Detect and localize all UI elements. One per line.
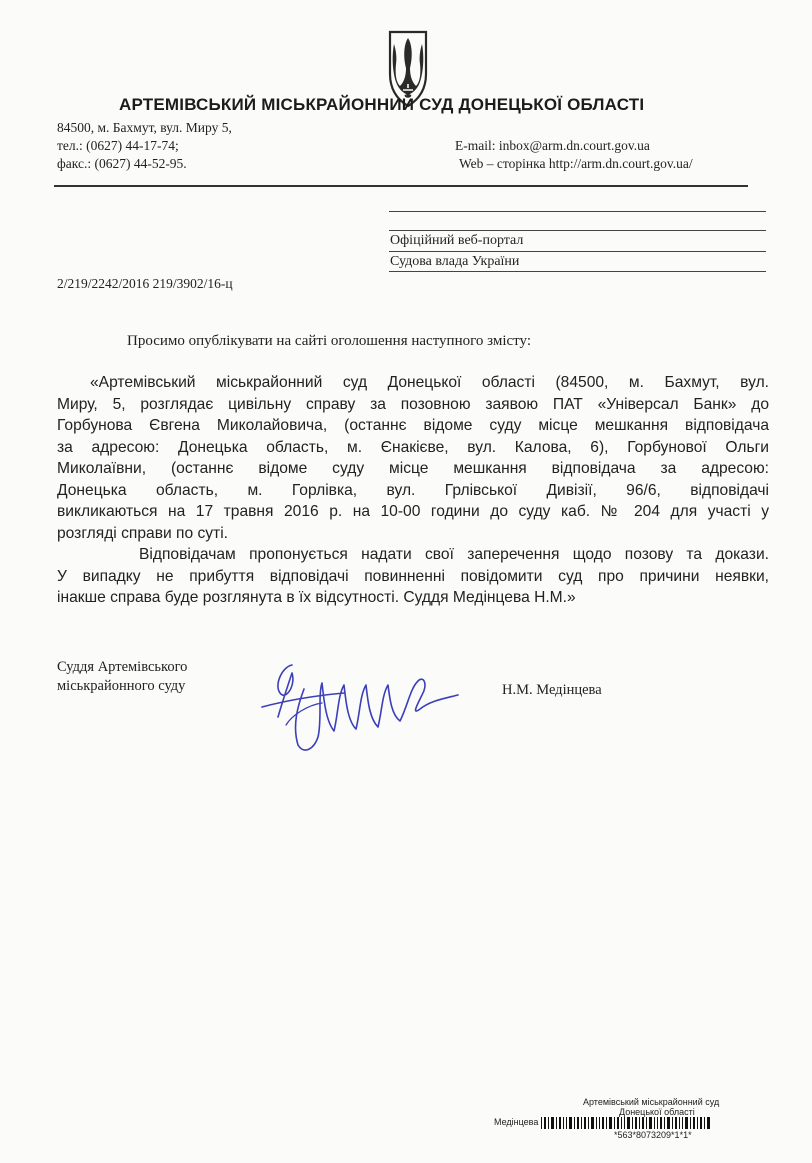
header-divider bbox=[54, 185, 748, 187]
addressee-line-1: Офіційний веб-портал bbox=[390, 233, 524, 248]
handwritten-signature bbox=[252, 645, 462, 760]
court-phone: тел.: (0627) 44-17-74; bbox=[57, 138, 179, 153]
footer-org-line-2: Донецької області bbox=[619, 1107, 695, 1117]
announcement-line: «Артемівський міськрайонний суд Донецької області (84500, м. Бахмут, вул. bbox=[90, 374, 769, 391]
announcement-line: інакше справа буде розглянута в їх відсутності. Суддя Медінцева Н.М.» bbox=[57, 589, 576, 606]
announcement-line: за адресою: Донецька область, м. Єнакієве, вул. Калова, 6), Горбунової Ольги bbox=[57, 438, 769, 456]
signer-position-line: міськрайонного суду bbox=[57, 678, 186, 694]
addressee-rule-top bbox=[389, 211, 766, 212]
court-website: Web – сторінка http://arm.dn.court.gov.ua/ bbox=[459, 156, 693, 171]
footer-judge-name: Медінцева bbox=[494, 1117, 539, 1127]
court-email: E-mail: inbox@arm.dn.court.gov.ua bbox=[455, 138, 650, 153]
court-fax: факс.: (0627) 44-52-95. bbox=[57, 156, 187, 171]
court-address: 84500, м. Бахмут, вул. Миру 5, bbox=[57, 120, 232, 135]
signer-position bbox=[57, 658, 187, 696]
addressee-rule-3 bbox=[389, 271, 766, 272]
announcement-line: розгляді справи по суті. bbox=[57, 524, 228, 542]
announcement-line: Горбунова Євгена Миколайовича, (останнє відоме суду місце мешкання відповідача bbox=[57, 417, 769, 434]
announcement-line: Донецька область, м. Горлівка, вул. Грлівської Дивізії, 96/6, відповідачі bbox=[57, 481, 769, 499]
signer-position-line: Суддя Артемівського bbox=[57, 659, 188, 675]
announcement-line: Відповідачам пропонується надати свої заперечення щодо позову та докази. bbox=[139, 546, 769, 563]
signer-name: Н.М. Медінцева bbox=[502, 682, 602, 698]
publication-request: Просимо опублікувати на сайті оголошення наступного змісту: bbox=[127, 333, 531, 349]
announcement-line: Миру, 5, розглядає цивільну справу за позовною заявою ПАТ «Універсал Банк» до bbox=[57, 395, 769, 413]
footer-org-line-1: Артемівський міськрайонний суд bbox=[583, 1097, 720, 1107]
court-name-heading: АРТЕМІВСЬКИЙ МІСЬКРАЙОННИЙ СУД ДОНЕЦЬКОЇ ОБЛАСТІ bbox=[119, 95, 645, 114]
addressee-rule-2 bbox=[389, 251, 766, 252]
announcement-text bbox=[57, 372, 769, 609]
addressee-line-2: Судова влада України bbox=[390, 254, 520, 269]
announcement-line: викликаються на 17 травня 2016 р. на 10-00 години до суду каб. № 204 для участі у bbox=[57, 503, 769, 520]
barcode-number: *563*8073209*1*1* bbox=[614, 1130, 692, 1140]
announcement-line: У випадку не прибуття відповідачі повинненні повідомити суд про причини неявки, bbox=[57, 567, 769, 585]
announcement-line: Миколаївни, (останнє відоме суду місце мешкання відповідача за адресою: bbox=[57, 460, 769, 477]
barcode bbox=[541, 1117, 711, 1129]
case-reference-number: 2/219/2242/2016 219/3902/16-ц bbox=[57, 276, 233, 291]
addressee-rule-1 bbox=[389, 230, 766, 231]
